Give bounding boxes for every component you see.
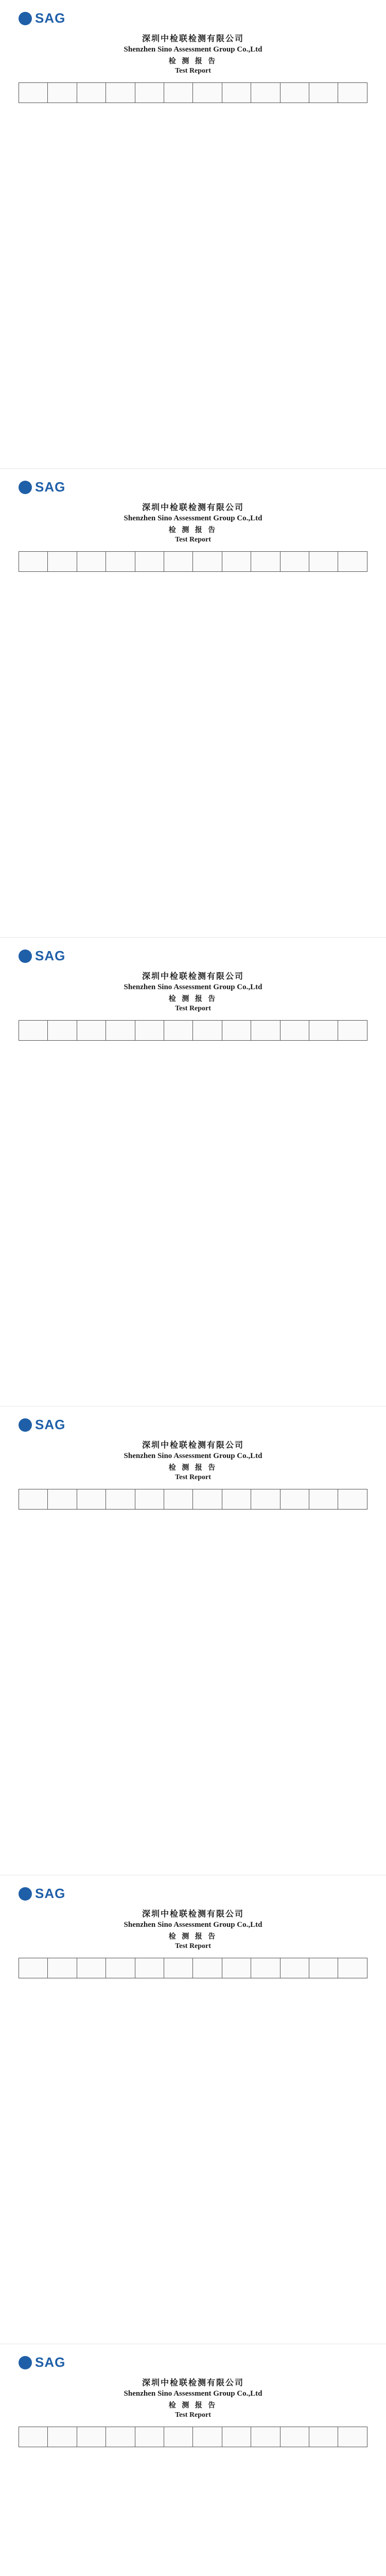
logo-emblem-icon (19, 1418, 32, 1432)
logo-text: SAG (35, 1417, 66, 1432)
column-header (135, 2427, 164, 2447)
column-header (338, 83, 367, 103)
table-header-row (19, 2427, 367, 2447)
report-page (0, 938, 386, 1406)
title-block (19, 32, 367, 75)
column-header (338, 552, 367, 572)
test-results-table (19, 82, 367, 103)
logo-text: SAG (35, 2354, 66, 2370)
column-header (222, 1021, 251, 1041)
company-name-cn: 深圳中检联检测有限公司 (142, 1441, 244, 1450)
table-header-row (19, 83, 367, 103)
test-results-table (19, 1958, 367, 1978)
column-header (309, 1489, 338, 1510)
company-name-en: Shenzhen Sino Assessment Group Co.,Ltd (124, 1452, 262, 1460)
company-name-en: Shenzhen Sino Assessment Group Co.,Ltd (124, 2389, 262, 2398)
column-header (164, 1489, 193, 1510)
column-header (222, 552, 251, 572)
column-header (309, 2427, 338, 2447)
column-header (19, 1958, 48, 1978)
logo-text: SAG (35, 10, 66, 26)
test-results-table (19, 551, 367, 572)
column-header (280, 1958, 309, 1978)
company-logo (19, 10, 65, 26)
company-name-cn: 深圳中检联检测有限公司 (142, 503, 244, 512)
column-header (106, 552, 135, 572)
column-header (309, 1958, 338, 1978)
company-logo (19, 479, 65, 495)
column-header (280, 1489, 309, 1510)
company-name-cn: 深圳中检联检测有限公司 (142, 2379, 244, 2387)
column-header (280, 1021, 309, 1041)
company-logo (19, 948, 65, 964)
column-header (135, 83, 164, 103)
page-header (19, 1416, 367, 1433)
column-header (77, 2427, 106, 2447)
column-header (19, 2427, 48, 2447)
report-title-en: Test Report (175, 67, 211, 75)
column-header (164, 2427, 193, 2447)
column-header (106, 1958, 135, 1978)
column-header (193, 1021, 222, 1041)
column-header (19, 1021, 48, 1041)
column-header (48, 1958, 77, 1978)
column-header (19, 1489, 48, 1510)
column-header (48, 83, 77, 103)
column-header (135, 1489, 164, 1510)
column-header (19, 552, 48, 572)
page-header (19, 2353, 367, 2371)
column-header (338, 1021, 367, 1041)
column-header (309, 83, 338, 103)
column-header (48, 1021, 77, 1041)
report-page (0, 469, 386, 938)
table-header-row (19, 1958, 367, 1978)
report-title-en: Test Report (175, 1473, 211, 1481)
report-title-cn: 检 测 报 告 (168, 2402, 218, 2410)
column-header (106, 1489, 135, 1510)
company-name-en: Shenzhen Sino Assessment Group Co.,Ltd (124, 983, 262, 991)
report-title-cn: 检 测 报 告 (168, 1464, 218, 1472)
report-title-cn: 检 测 报 告 (168, 995, 218, 1003)
column-header (19, 83, 48, 103)
column-header (164, 552, 193, 572)
report-title-en: Test Report (175, 536, 211, 544)
company-name-en: Shenzhen Sino Assessment Group Co.,Ltd (124, 514, 262, 522)
report-page (0, 1875, 386, 2344)
report-title-cn: 检 测 报 告 (168, 527, 218, 534)
report-page (0, 2344, 386, 2576)
column-header (222, 1489, 251, 1510)
report-title-en: Test Report (175, 2411, 211, 2419)
company-name-cn: 深圳中检联检测有限公司 (142, 972, 244, 981)
company-name-en: Shenzhen Sino Assessment Group Co.,Ltd (124, 45, 262, 54)
report-title-cn: 检 测 报 告 (168, 1933, 218, 1941)
column-header (280, 83, 309, 103)
table-header-row (19, 552, 367, 572)
title-block (19, 970, 367, 1013)
report-title-en: Test Report (175, 1005, 211, 1012)
page-header (19, 9, 367, 27)
company-name-en: Shenzhen Sino Assessment Group Co.,Ltd (124, 1921, 262, 1929)
page-header (19, 947, 367, 964)
column-header (222, 2427, 251, 2447)
logo-emblem-icon (19, 481, 32, 494)
report-title-cn: 检 测 报 告 (168, 58, 218, 65)
column-header (193, 2427, 222, 2447)
company-logo (19, 1417, 65, 1433)
table-header-row (19, 1489, 367, 1510)
test-results-table (19, 1020, 367, 1041)
column-header (77, 552, 106, 572)
column-header (338, 1489, 367, 1510)
column-header (251, 552, 280, 572)
column-header (193, 552, 222, 572)
column-header (77, 1021, 106, 1041)
column-header (309, 552, 338, 572)
column-header (48, 2427, 77, 2447)
report-page (0, 0, 386, 469)
logo-emblem-icon (19, 950, 32, 963)
logo-emblem-icon (19, 12, 32, 25)
company-logo (19, 2354, 65, 2370)
logo-emblem-icon (19, 1887, 32, 1901)
report-title-en: Test Report (175, 1942, 211, 1950)
page-header (19, 1885, 367, 1902)
report-page (0, 1406, 386, 1875)
column-header (48, 552, 77, 572)
column-header (193, 83, 222, 103)
company-name-cn: 深圳中检联检测有限公司 (142, 1910, 244, 1919)
column-header (135, 1021, 164, 1041)
column-header (251, 1958, 280, 1978)
column-header (164, 1021, 193, 1041)
logo-text: SAG (35, 948, 66, 963)
title-block (19, 1438, 367, 1482)
logo-text: SAG (35, 1886, 66, 1901)
column-header (280, 552, 309, 572)
column-header (106, 2427, 135, 2447)
column-header (280, 2427, 309, 2447)
title-block (19, 1907, 367, 1951)
column-header (309, 1021, 338, 1041)
column-header (251, 2427, 280, 2447)
logo-emblem-icon (19, 2356, 32, 2369)
title-block (19, 2376, 367, 2419)
logo-text: SAG (35, 479, 66, 495)
column-header (135, 552, 164, 572)
column-header (251, 83, 280, 103)
column-header (106, 1021, 135, 1041)
test-results-table (19, 1489, 367, 1510)
column-header (164, 1958, 193, 1978)
table-header-row (19, 1021, 367, 1041)
column-header (77, 1958, 106, 1978)
column-header (77, 83, 106, 103)
column-header (193, 1958, 222, 1978)
column-header (338, 1958, 367, 1978)
column-header (164, 83, 193, 103)
column-header (77, 1489, 106, 1510)
column-header (222, 1958, 251, 1978)
column-header (106, 83, 135, 103)
page-header (19, 478, 367, 496)
column-header (222, 83, 251, 103)
title-block (19, 501, 367, 544)
column-header (338, 2427, 367, 2447)
test-results-table (19, 2427, 367, 2447)
column-header (135, 1958, 164, 1978)
column-header (251, 1021, 280, 1041)
column-header (48, 1489, 77, 1510)
column-header (193, 1489, 222, 1510)
company-logo (19, 1886, 65, 1902)
company-name-cn: 深圳中检联检测有限公司 (142, 35, 244, 43)
column-header (251, 1489, 280, 1510)
